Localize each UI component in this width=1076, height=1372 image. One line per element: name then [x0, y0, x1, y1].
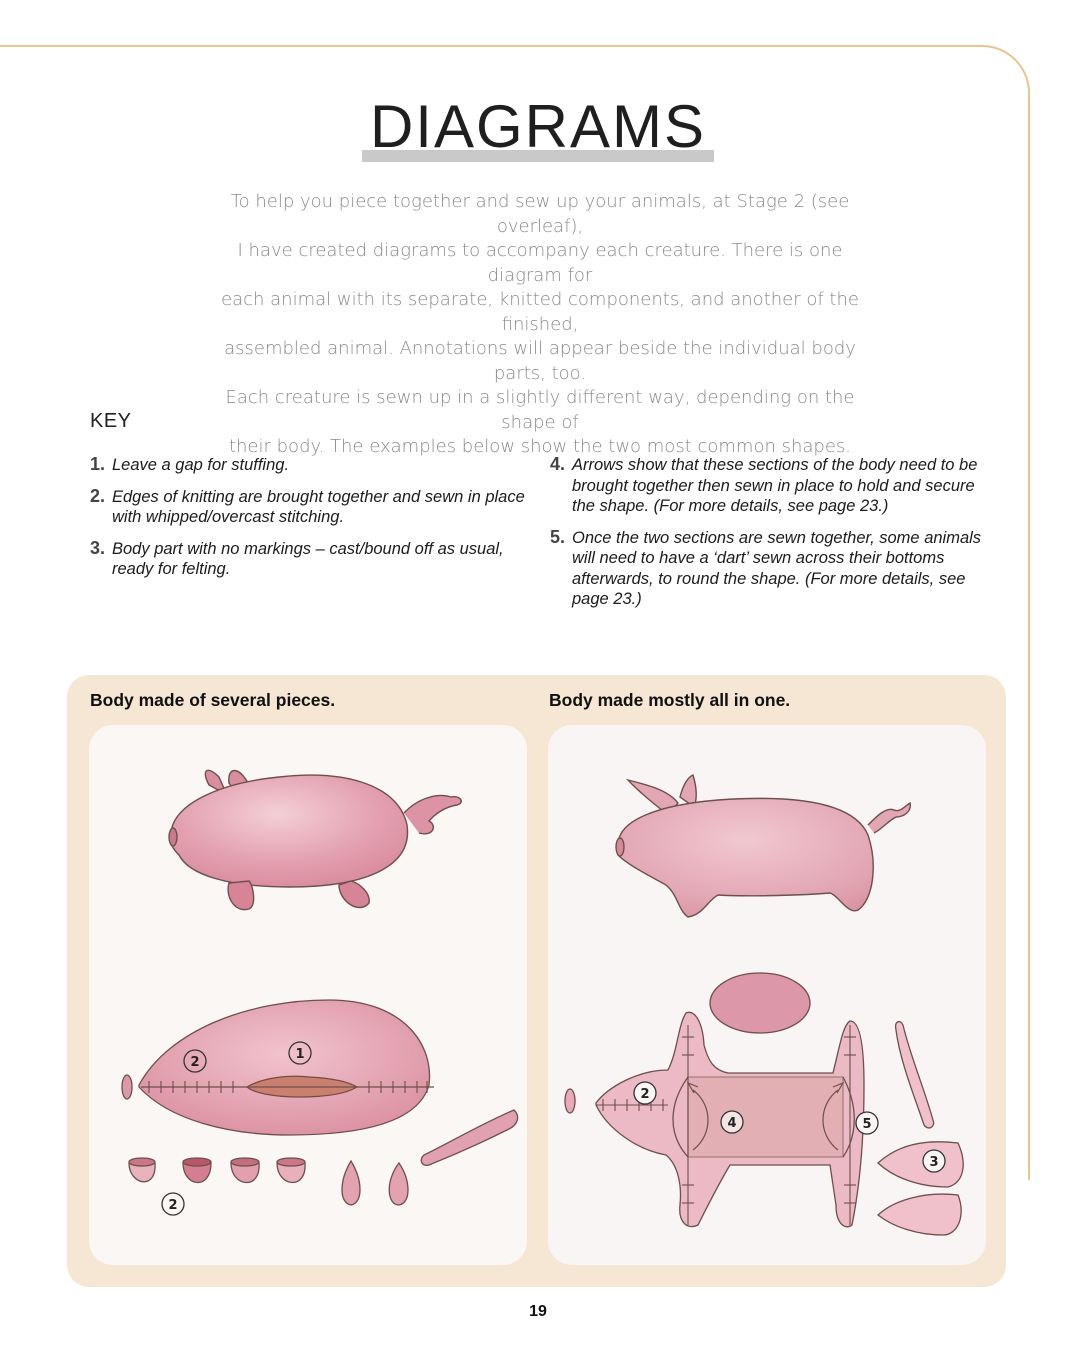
marker-badge: [923, 1150, 945, 1172]
key-item: [90, 539, 530, 580]
right-panel-label: Body made mostly all in one.: [549, 690, 791, 710]
page-number: 19: [529, 1303, 547, 1320]
key-item-text: Once the two sections are sewn together, some animals will need to have a ‘dart’ sewn across their bottoms afterwards, to round the shape. (For more details, see page 23.): [572, 528, 982, 608]
key-item-text: Edges of knitting are brought together and sewn in place with whipped/overcast stitching.: [112, 487, 525, 526]
key-column-right: [550, 455, 990, 621]
intro-line: each animal with its separate, knitted components, and another of the finished,: [221, 289, 859, 335]
all-in-one-diagram: [548, 725, 986, 1265]
marker-badge: [162, 1193, 184, 1215]
pig-feet-pieces: [129, 1158, 305, 1183]
several-pieces-diagram: [89, 725, 527, 1265]
key-item: [90, 487, 530, 528]
marker-label: 1: [295, 1047, 305, 1062]
page-title-text: DIAGRAMS: [369, 93, 707, 160]
marker-label: 2: [190, 1055, 200, 1070]
intro-line: To help you piece together and sew up your animals, at Stage 2 (see overleaf),: [230, 191, 850, 237]
intro-line: I have created diagrams to accompany each creature. There is one diagram for: [237, 240, 843, 286]
key-item-text: Leave a gap for stuffing.: [112, 456, 290, 474]
marker-badge: [634, 1082, 656, 1104]
left-panel-label: Body made of several pieces.: [90, 690, 336, 710]
key-item-text: Body part with no markings – cast/bound off as usual, ready for felting.: [112, 539, 504, 578]
page-title: [364, 92, 712, 162]
key-item: [550, 455, 990, 517]
key-item-number: 5.: [550, 526, 566, 547]
key-item-number: 4.: [550, 454, 566, 474]
several-pieces-diagram-card: [89, 725, 527, 1265]
intro-line: Each creature is sewn up in a slightly different way, depending on the shape of: [225, 387, 855, 433]
separate-pieces-illustration: [565, 973, 963, 1235]
intro-paragraph: [198, 190, 882, 460]
marker-label: 4: [727, 1116, 737, 1131]
page-frame-fade: [1024, 1180, 1036, 1290]
key-heading: KEY: [90, 410, 132, 432]
key-item-number: 1.: [90, 454, 106, 474]
marker-label: 2: [640, 1087, 650, 1102]
title-wrap: [0, 92, 1076, 162]
key-item-number: 2.: [90, 485, 106, 506]
separate-pieces-illustration: [122, 1000, 518, 1205]
marker-label: 5: [862, 1117, 872, 1132]
marker-label: 2: [168, 1198, 178, 1213]
intro-line: assembled animal. Annotations will appear beside the individual body parts, too.: [224, 338, 856, 384]
marker-badge: [856, 1112, 878, 1134]
all-in-one-diagram-card: [548, 725, 986, 1265]
assembled-pig-illustration: [169, 770, 461, 909]
key-item-number: 3.: [90, 537, 106, 558]
intro-line: their body. The examples below show the two most common shapes.: [228, 436, 852, 457]
key-item: [550, 528, 990, 610]
marker-badge: [721, 1111, 743, 1133]
key-item-text: Arrows show that these sections of the body need to be brought together then sewn in place to hold and secure the shape. (For more details, see page 23.): [572, 456, 978, 515]
marker-label: 3: [929, 1155, 939, 1170]
assembled-pig-illustration: [616, 775, 910, 917]
key-column-left: [90, 455, 530, 591]
key-item: [90, 455, 530, 476]
